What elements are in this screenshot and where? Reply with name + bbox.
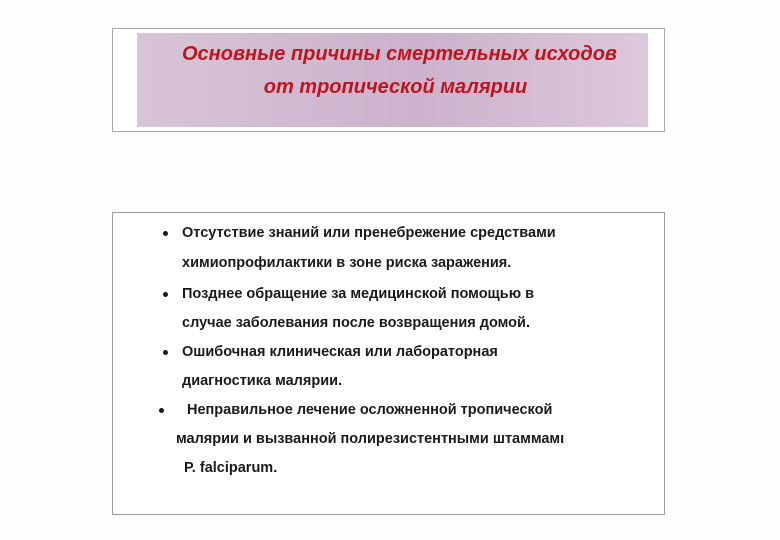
causes-box bbox=[112, 212, 665, 515]
cause-1-line-1: Отсутствие знаний или пренебрежение средствами bbox=[182, 225, 556, 241]
cause-2-line-2: случае заболевания после возвращения домой. bbox=[182, 315, 530, 331]
cause-3-line-1: Ошибочная клиническая или лабораторная bbox=[182, 344, 498, 360]
title-background bbox=[137, 33, 648, 127]
bullet-icon bbox=[163, 350, 168, 355]
title-box bbox=[112, 28, 665, 132]
cause-4-line-1: Неправильное лечение осложненной тропической bbox=[187, 402, 553, 418]
cause-4-line-2: малярии и вызванной полирезистентными штаммамı bbox=[176, 431, 565, 447]
title-line-1: Основные причины смертельных исходов bbox=[181, 43, 618, 65]
bullet-icon bbox=[159, 408, 164, 413]
cause-1-line-2: химиопрофилактики в зоне риска заражения. bbox=[182, 255, 512, 271]
bullet-icon bbox=[163, 231, 168, 236]
bullet-icon bbox=[163, 292, 168, 297]
title-line-2: от тропической малярии bbox=[263, 76, 528, 98]
causes-list bbox=[113, 213, 664, 514]
cause-4-line-3: P. falciparum. bbox=[184, 460, 278, 476]
cause-2-line-1: Позднее обращение за медицинской помощью в bbox=[182, 286, 535, 302]
cause-3-line-2: диагностика малярии. bbox=[182, 373, 343, 389]
